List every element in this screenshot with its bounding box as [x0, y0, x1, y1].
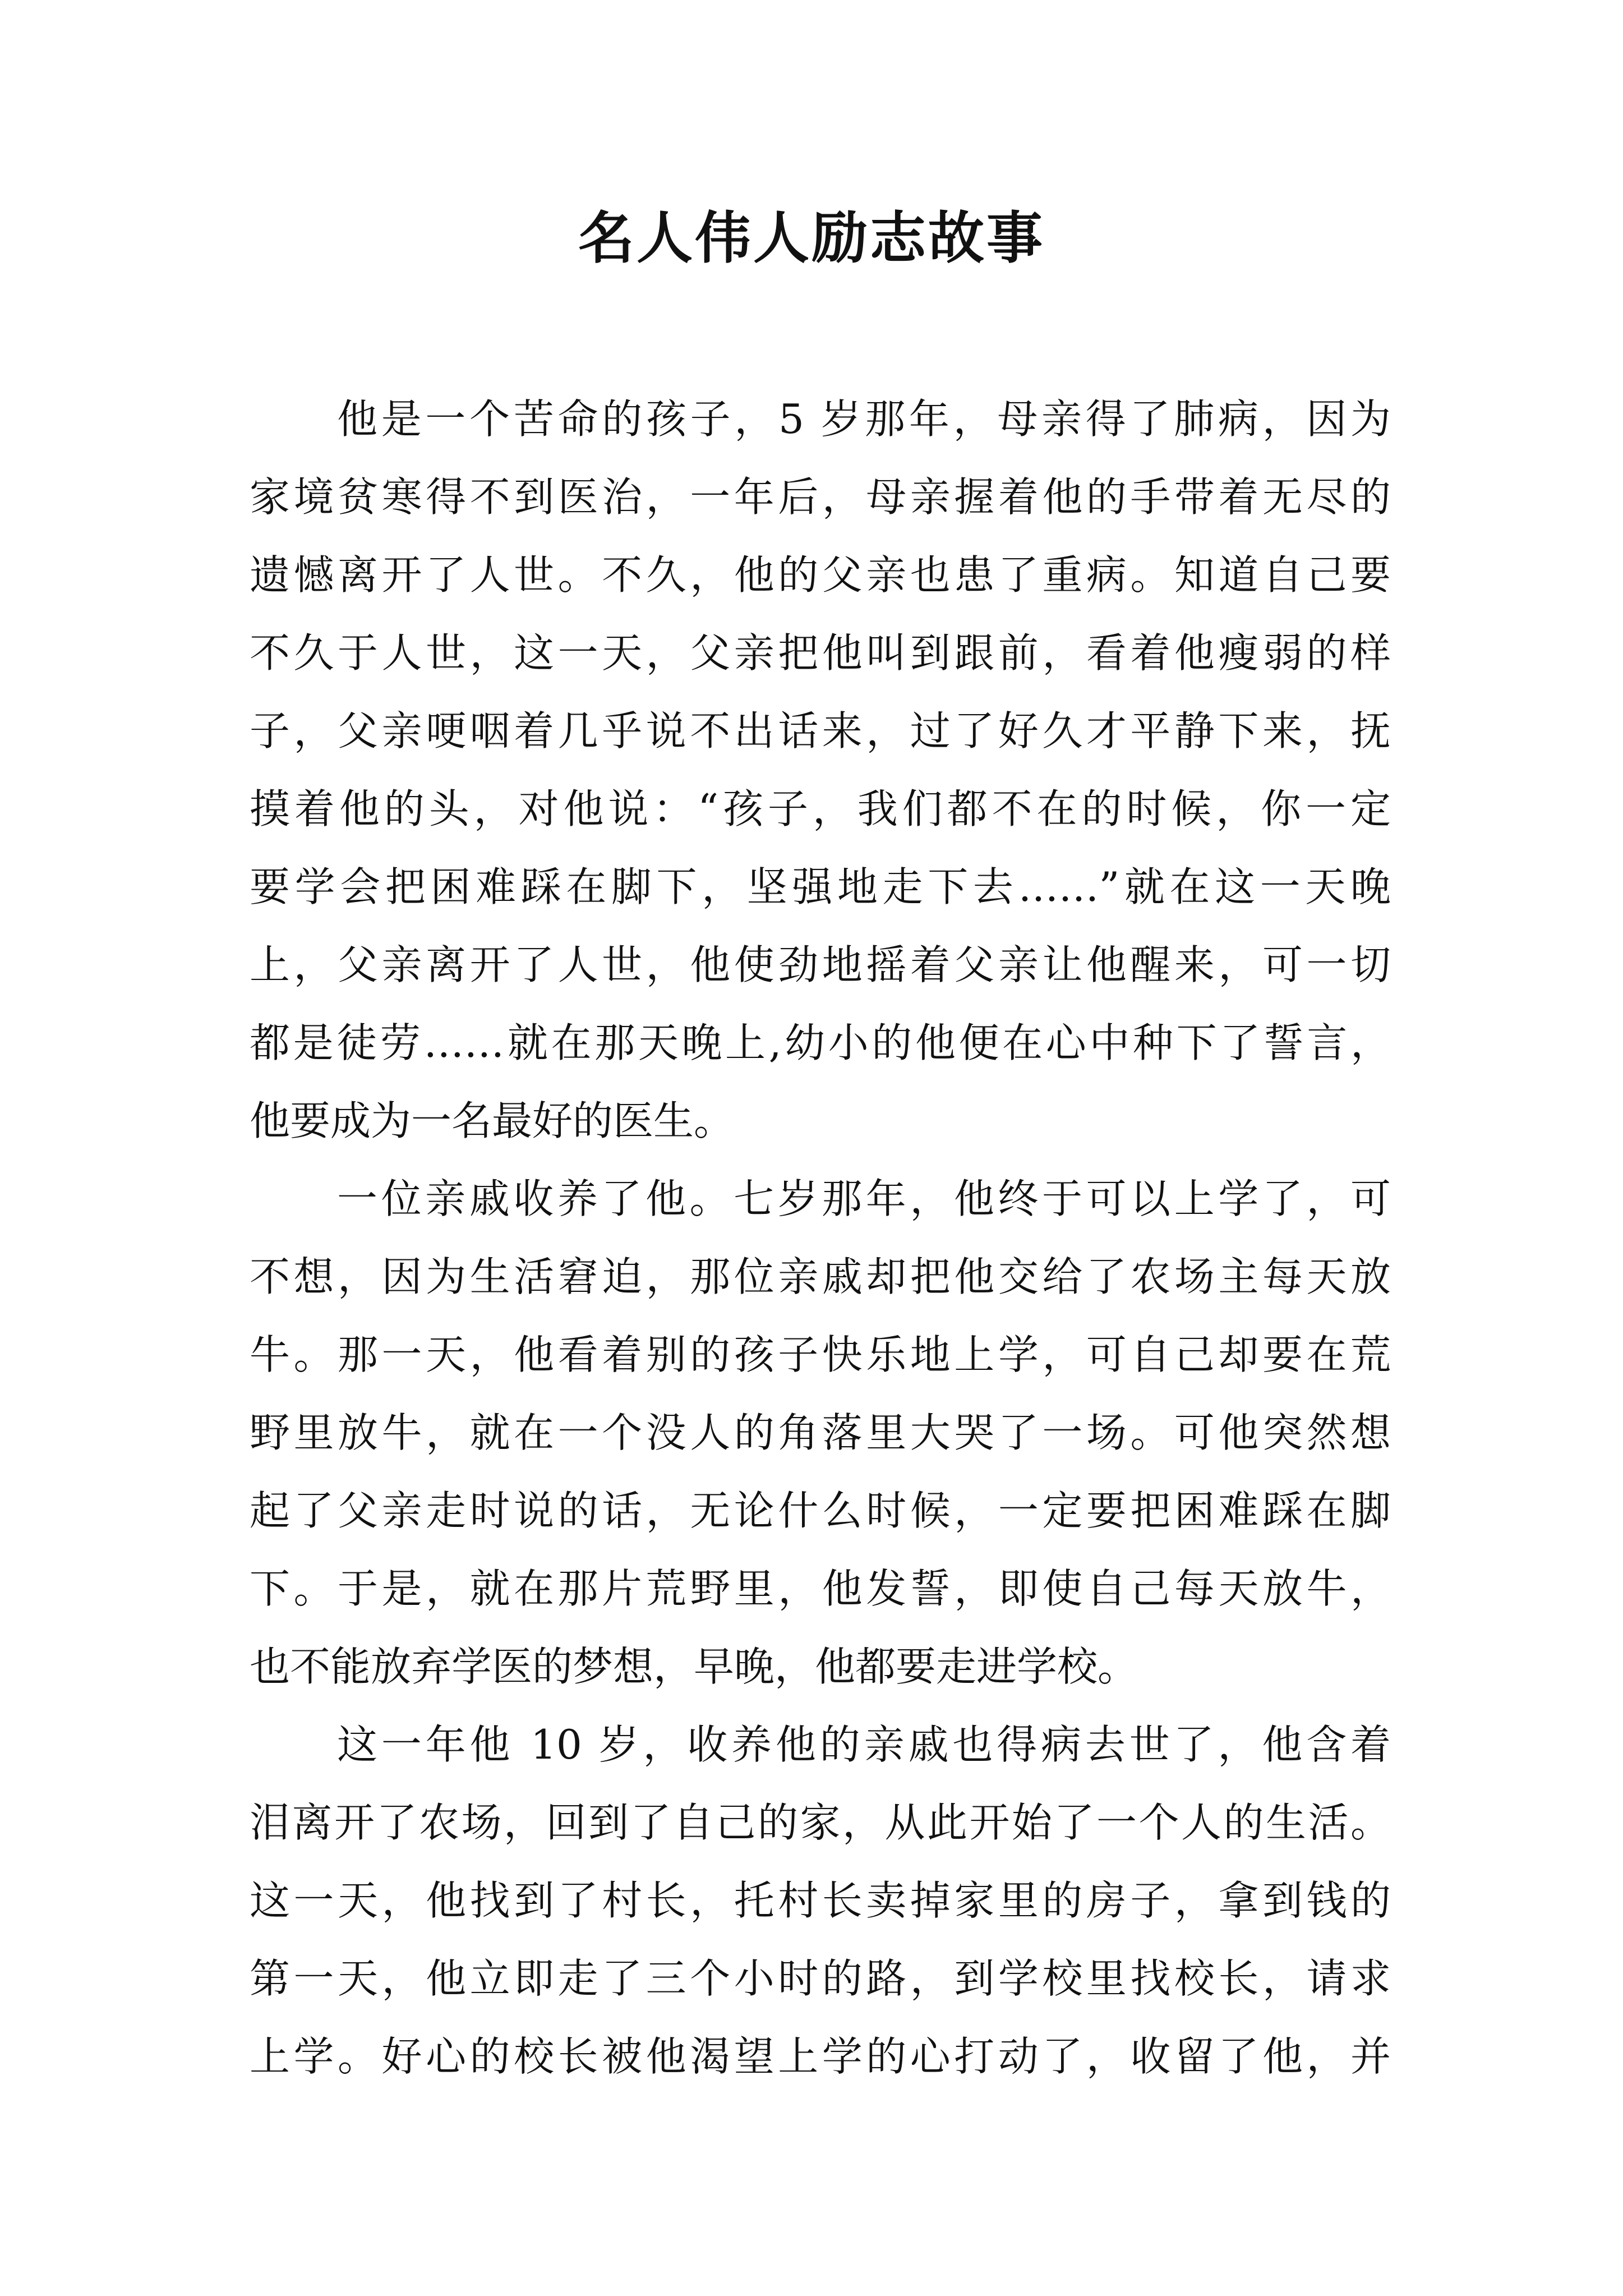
text-line: 泪离开了农场，回到了自己的家，从此开始了一个人的生活。: [250, 1799, 1391, 1846]
text-line: 摸着他的头，对他说：“孩子，我们都不在的时候，你一定: [250, 785, 1391, 832]
text-line: 子，父亲哽咽着几乎说不出话来，过了好久才平静下来，抚: [250, 707, 1391, 754]
text-line: 一位亲戚收养了他。七岁那年，他终于可以上学了，可: [337, 1175, 1391, 1222]
text-line: 这一年他 10 岁，收养他的亲戚也得病去世了，他含着: [337, 1721, 1391, 1768]
paragraph-2: [250, 1160, 1391, 1706]
text-line: 第一天，他立即走了三个小时的路，到学校里找校长，请求: [250, 1955, 1391, 2002]
text-line: 上学。好心的校长被他渴望上学的心打动了，收留了他，并: [250, 2033, 1391, 2080]
text-line: 野里放牛，就在一个没人的角落里大哭了一场。可他突然想: [250, 1409, 1391, 1456]
text-line: 不久于人世，这一天，父亲把他叫到跟前，看着他瘦弱的样: [250, 629, 1391, 677]
text-line: 牛。那一天，他看着别的孩子快乐地上学，可自己却要在荒: [250, 1331, 1391, 1378]
text-line: 遗憾离开了人世。不久，他的父亲也患了重病。知道自己要: [250, 551, 1391, 599]
text-line: 也不能放弃学医的梦想，早晚，他都要走进学校。: [250, 1643, 1138, 1690]
text-line: 起了父亲走时说的话，无论什么时候，一定要把困难踩在脚: [250, 1487, 1391, 1534]
text-line: 家境贫寒得不到医治，一年后，母亲握着他的手带着无尽的: [250, 473, 1391, 521]
text-line: 他要成为一名最好的医生。: [250, 1097, 735, 1144]
paragraph-3: [250, 1706, 1391, 2096]
text-line: 他是一个苦命的孩子，5 岁那年，母亲得了肺病，因为: [337, 395, 1391, 443]
paragraph-1: [250, 380, 1391, 1160]
text-line: 要学会把困难踩在脚下，坚强地走下去……”就在这一天晚: [250, 863, 1391, 910]
text-line: 不想，因为生活窘迫，那位亲戚却把他交给了农场主每天放: [250, 1253, 1391, 1300]
document-title: 名人伟人励志故事: [578, 205, 1045, 271]
document-body: [250, 380, 1391, 2096]
text-line: 都是徒劳……就在那天晚上,幼小的他便在心中种下了誓言，: [250, 1019, 1391, 1066]
text-line: 下。于是，就在那片荒野里，他发誓，即使自己每天放牛，: [250, 1565, 1391, 1612]
text-line: 上，父亲离开了人世，他使劲地摇着父亲让他醒来，可一切: [250, 941, 1391, 988]
text-line: 这一天，他找到了村长，托村长卖掉家里的房子，拿到钱的: [250, 1877, 1391, 1924]
